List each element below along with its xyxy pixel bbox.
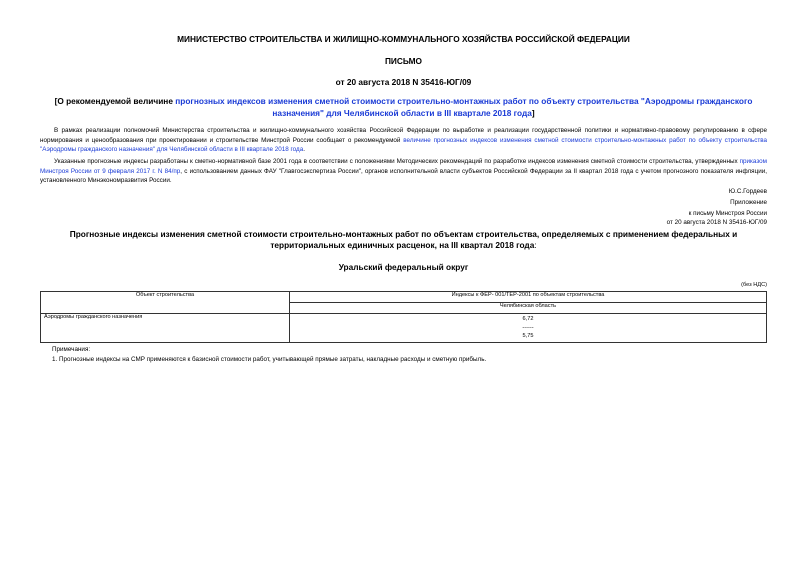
ministry-title: МИНИСТЕРСТВО СТРОИТЕЛЬСТВА И ЖИЛИЩНО-КОММУНАЛЬНОГО ХОЗЯЙСТВА РОССИЙСКОЙ ФЕДЕРАЦИИ bbox=[177, 34, 630, 44]
index-table bbox=[40, 291, 767, 343]
notes-block bbox=[52, 345, 486, 365]
appendix-label: Приложение bbox=[730, 199, 767, 206]
document-date-number: от 20 августа 2018 N 35416-ЮГ/09 bbox=[335, 77, 472, 87]
value-2: 5,75 bbox=[522, 333, 534, 339]
p2-link[interactable]: приказом Минстроя России от 9 февраля 2017 г. N 84/пр bbox=[40, 158, 767, 175]
p2-end: , с использованием данных ФАУ "Главгосэкспертиза России", органов исполнительной власти субъектов Российской Федерации за II квартал 2018 года с учетом прогнозного показателя инфляции, установленного Минэкономразвития России. bbox=[40, 167, 767, 185]
row-values-cell bbox=[290, 314, 767, 343]
appendix-to-letter: к письму Минстроя России bbox=[688, 210, 767, 217]
signature-name: Ю.С.Гордеев bbox=[728, 188, 767, 195]
region-heading: Уральский федеральный округ bbox=[338, 262, 469, 272]
subject-open: [О рекомендуемой величине bbox=[54, 96, 176, 106]
p2-start: Указанные прогнозные индексы разработаны к сметно-нормативной базе 2001 года в соответствии с положениями Методических рекомендаций по разработке индексов изменения сметной стоимости строительства, утвержденных bbox=[54, 158, 740, 165]
col-object-header: Объект строительства bbox=[41, 292, 290, 314]
p1-text: В рамках реализации полномочий Министерства строительства и жилищно-коммунального хозяйства Российской Федерации по выработке и реализации государственной политики и нормативно-правовому регулированию в сфере нормирования и ценообразования при проектировании и строительстве Минстрой России сообщает о рекомендуемой bbox=[40, 127, 767, 144]
vat-note: (без НДС) bbox=[741, 282, 767, 288]
note-1: 1. Прогнозные индексы на СМР применяются к базисной стоимости работ, учитывающей прямые затраты, накладные расходы и сметную прибыль. bbox=[52, 356, 487, 363]
col-index-header: Индексы к ФЕР- 001/ТЕР-2001 по объектам строительства bbox=[290, 292, 767, 303]
region-subheader: Челябинская область bbox=[290, 303, 767, 314]
appendix-date-number: от 20 августа 2018 N 35416-ЮГ/09 bbox=[666, 219, 767, 226]
body-paragraph-2 bbox=[40, 157, 767, 186]
subject-link[interactable]: прогнозных индексов изменения сметной стоимости строительно-монтажных работ по объекту строительства "Аэродромы гражданского назначения" для Челябинской области в III квартале 2018 года bbox=[175, 96, 753, 118]
subject-close: ] bbox=[531, 108, 535, 118]
value-separator: ------ bbox=[522, 324, 534, 331]
p1-end: . bbox=[303, 146, 305, 154]
row-object-cell: Аэродромы гражданского назначения bbox=[41, 314, 290, 343]
p1-link[interactable]: величине прогнозных индексов изменения сметной стоимости строительно-монтажных работ по объекту строительства "Аэродромы гражданского назначения" для Челябинской области в III квартале 2018 года bbox=[40, 136, 767, 154]
appendix-title bbox=[40, 229, 767, 251]
table-header-row bbox=[41, 292, 767, 303]
value-1: 6,72 bbox=[522, 316, 534, 322]
table-row bbox=[41, 314, 767, 343]
notes-title: Примечания: bbox=[52, 346, 91, 353]
document-subject bbox=[40, 95, 767, 119]
body-paragraph-1 bbox=[40, 126, 767, 155]
appendix-title-end: : bbox=[534, 240, 537, 250]
appendix-title-text: Прогнозные индексы изменения сметной стоимости строительно-монтажных работ по объектам строительства, определяемых с применением федеральных и территориальных единичных расценок, на III квартал 2018 года bbox=[69, 229, 738, 250]
document-type: ПИСЬМО bbox=[384, 56, 423, 66]
